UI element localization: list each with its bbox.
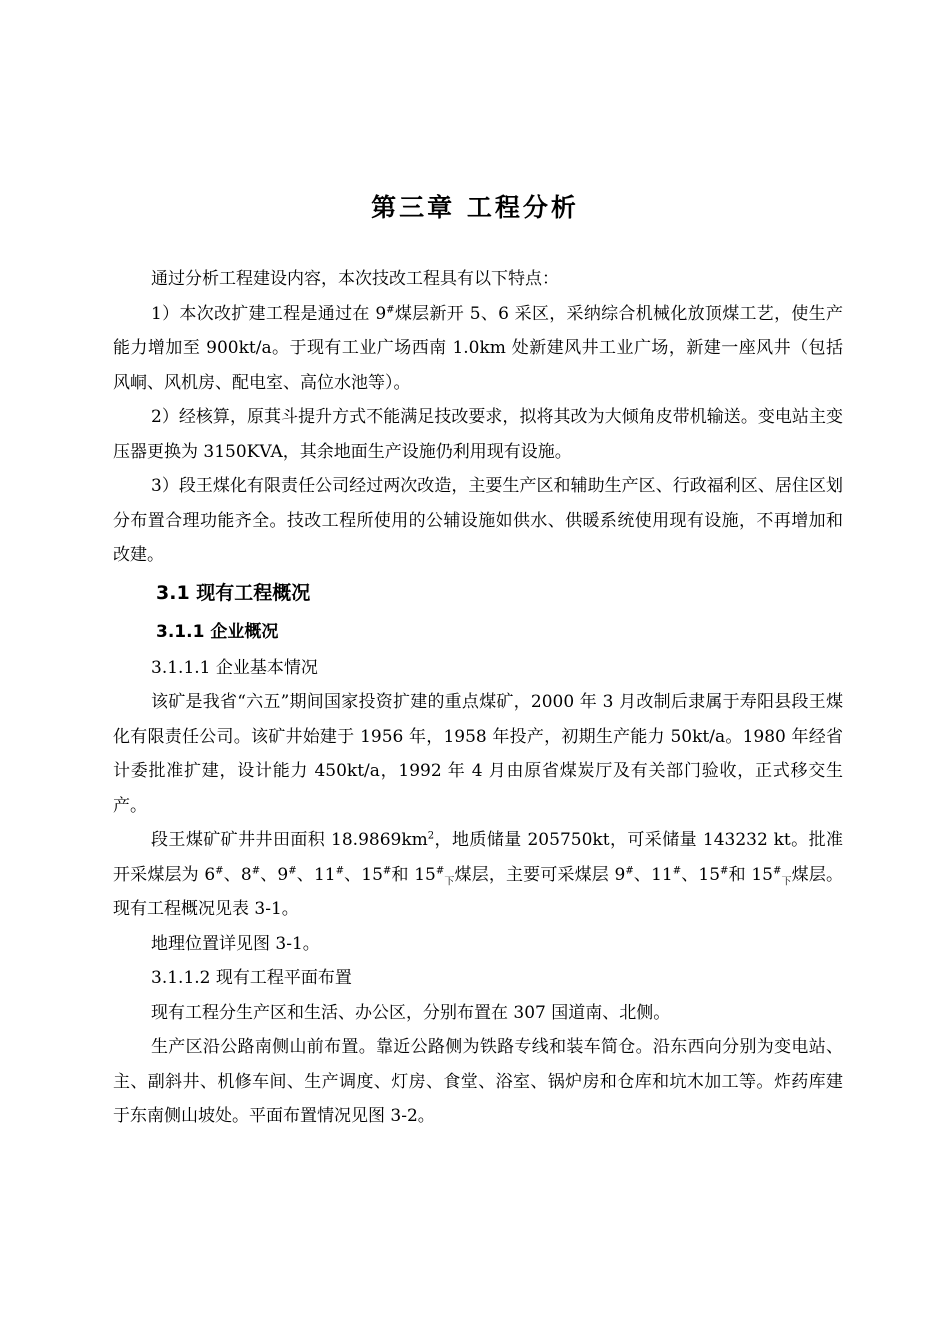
section-heading-3-1-1-1: 3.1.1.1 企业基本情况: [151, 657, 318, 678]
feature-point-1: [113, 297, 843, 401]
superscript: #: [288, 864, 297, 876]
superscript: #: [625, 864, 634, 876]
section-heading-3-1-1: 3.1.1 企业概况: [156, 621, 279, 642]
superscript: #: [672, 864, 682, 876]
text-run: ，地质储量 205750kt，可采储量 143232 kt。批准开采煤层为 6: [113, 830, 843, 885]
text-run: 段王煤矿矿井井田面积 18.9869km: [151, 830, 428, 850]
subscript: 下: [781, 875, 792, 887]
section-heading-3-1-1-2: 3.1.1.2 现有工程平面布置: [151, 968, 352, 988]
superscript: #: [772, 864, 782, 876]
geo-location-paragraph: 地理位置详见图 3-1。: [151, 933, 320, 954]
superscript: #: [435, 864, 445, 876]
intro-paragraph: 通过分析工程建设内容，本次技改工程具有以下特点：: [151, 269, 559, 289]
text-run: 、8: [223, 864, 252, 885]
superscript: #: [335, 864, 344, 876]
document-body: [113, 262, 843, 1134]
text-run: 、11: [633, 864, 673, 885]
superscript: #: [215, 864, 224, 876]
text-run: 煤层，主要可采煤层 9: [454, 864, 626, 885]
text-run: 煤层。现有工程概况见表 3-1。: [113, 864, 843, 919]
text-run: 、11: [296, 864, 336, 885]
text-run: 、15: [343, 864, 383, 885]
subscript: 下: [444, 875, 455, 887]
chapter-title: 第三章 工程分析: [371, 193, 579, 222]
layout-paragraph-2: 生产区沿公路南侧山前布置。靠近公路侧为铁路专线和装车简仓。沿东西向分别为变电站、主、副斜井、机修车间、生产调度、灯房、食堂、浴室、锅炉房和仓库和坑木加工等。炸药库建于东南侧山坡处。平面布置情况见图 3-2。: [113, 1037, 843, 1126]
superscript: #: [382, 864, 392, 876]
text-run: 1）本次改扩建工程是通过在 9: [151, 303, 387, 324]
superscript: #: [386, 303, 395, 315]
feature-point-2: 2）经核算，原萁斗提升方式不能满足技改要求，拟将其改为大倾角皮带机输送。变电站主变压器更换为 3150KVA，其余地面生产设施仍利用现有设施。: [113, 407, 843, 462]
text-run: 、9: [260, 864, 289, 885]
text-run: 和 15: [728, 864, 773, 885]
feature-point-3: 3）段王煤化有限责任公司经过两次改造，主要生产区和辅助生产区、行政福利区、居住区划分布置合理功能齐全。技改工程所使用的公辅设施如供水、供暖系统使用现有设施，不再增加和改建。: [113, 476, 843, 565]
text-run: 煤层新开 5、6 采区，采纳综合机械化放顶煤工艺，使生产能力增加至 900kt/a。于现有工业广场西南 1.0km 处新建风井工业广场，新建一座风井（包括风峒、风机房、配电室、高位水池等）。: [113, 303, 843, 393]
layout-paragraph-1: 现有工程分生产区和生活、办公区，分别布置在 307 国道南、北侧。: [151, 1002, 671, 1023]
superscript: #: [720, 864, 729, 876]
text-run: 、15: [681, 864, 721, 885]
basic-info-paragraph: 该矿是我省“六五”期间国家投资扩建的重点煤矿，2000 年 3 月改制后隶属于寿阳县段王煤化有限责任公司。该矿井始建于 1956 年，1958 年投产，初期生产能力 50kt/a。1980 年经省计委批准扩建，设计能力 450kt/a，1992 年 4 月由原省煤炭厅及有关部门验收，正式移交生产。: [113, 692, 843, 816]
field-area-paragraph: [113, 823, 843, 927]
section-heading-3-1: 3.1 现有工程概况: [156, 581, 311, 604]
superscript: #: [251, 864, 261, 876]
superscript: 2: [427, 830, 435, 842]
text-run: 和 15: [391, 864, 436, 885]
